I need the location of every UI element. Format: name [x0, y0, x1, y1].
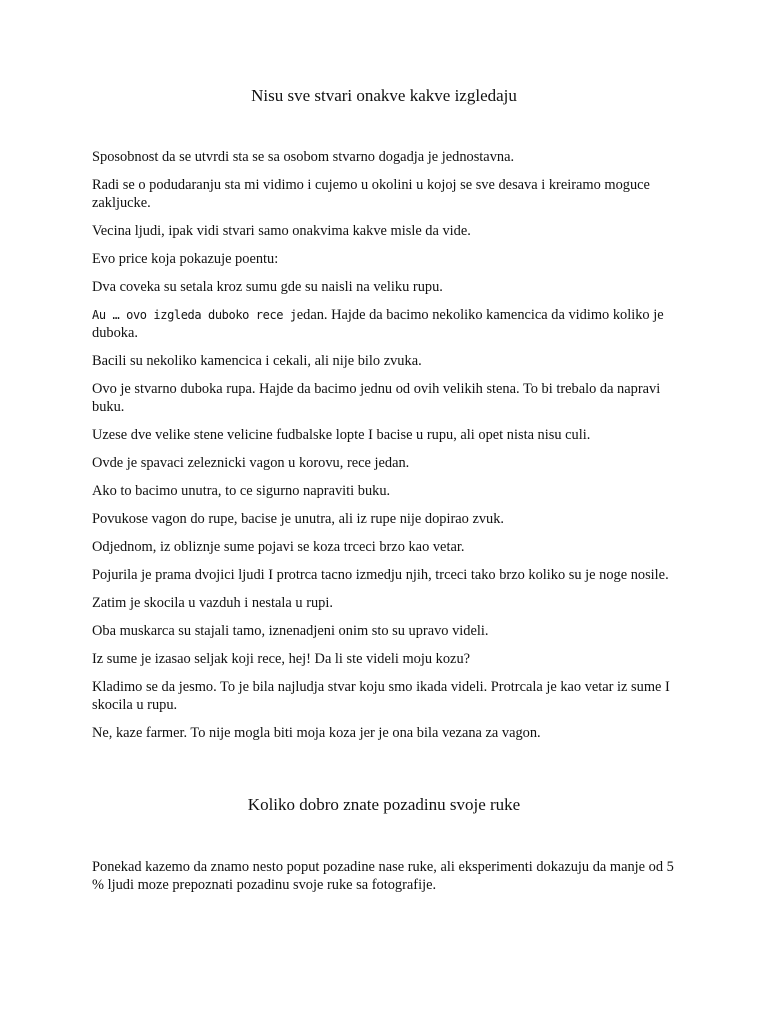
hand-section-body [92, 858, 682, 904]
paragraph: Dva coveka su setala kroz sumu gde su naisli na veliku rupu. [92, 279, 443, 295]
paragraph: Radi se o podudaranju sta mi vidimo i cujemo u okolini u kojoj se sve desava i kreiramo moguce zakljucke. [92, 177, 650, 211]
paragraph: Ako to bacimo unutra, to ce sigurno napraviti buku. [92, 483, 391, 499]
paragraph: Pojurila je prama dvojici ljudi I protrca tacno izmedju njih, trceci tako brzo koliko su je noge nosile. [92, 567, 669, 583]
paragraph-au-mono-text: Au … ovo izgleda duboko rece j [92, 308, 297, 322]
paragraph: Evo price koja pokazuje poentu: [92, 251, 279, 267]
paragraph: Ponekad kazemo da znamo nesto poput pozadine nase ruke, ali eksperimenti dokazuju da manje od 5 % ljudi moze prepoznati pozadinu svoje ruke sa fotografije. [92, 859, 674, 893]
paragraph: Kladimo se da jesmo. To je bila najludja stvar koju smo ikada videli. Protrcala je kao vetar iz sume I skocila u rupu. [92, 679, 670, 713]
paragraph: Odjednom, iz obliznje sume pojavi se koza trceci brzo kao vetar. [92, 539, 465, 555]
paragraph: Ovo je stvarno duboka rupa. Hajde da bacimo jednu od ovih velikih stena. To bi trebalo da napravi buku. [92, 381, 661, 415]
story-body [92, 148, 682, 752]
paragraph-au [92, 306, 682, 342]
paragraph: Oba muskarca su stajali tamo, iznenadjeni onim sto su upravo videli. [92, 623, 489, 639]
paragraph: Iz sume je izasao seljak koji rece, hej! Da li ste videli moju kozu? [92, 651, 471, 667]
paragraph-au-text: edan. Hajde da bacimo nekoliko kamencica da vidimo koliko je duboka. [92, 307, 664, 341]
paragraph: Ne, kaze farmer. To nije mogla biti moja koza jer je ona bila vezana za vagon. [92, 725, 541, 741]
paragraph: Bacili su nekoliko kamencica i cekali, ali nije bilo zvuka. [92, 353, 422, 369]
section-title-1: Nisu sve stvari onakve kakve izgledaju [251, 86, 517, 105]
paragraph: Uzese dve velike stene velicine fudbalske lopte I bacise u rupu, ali opet nista nisu culi. [92, 427, 591, 443]
paragraph: Povukose vagon do rupe, bacise je unutra, ali iz rupe nije dopirao zvuk. [92, 511, 505, 527]
section-title-2: Koliko dobro znate pozadinu svoje ruke [247, 795, 521, 814]
paragraph: Zatim je skocila u vazduh i nestala u rupi. [92, 595, 333, 611]
paragraph: Vecina ljudi, ipak vidi stvari samo onakvima kakve misle da vide. [92, 223, 471, 239]
paragraph: Ovde je spavaci zeleznicki vagon u korovu, rece jedan. [92, 455, 410, 471]
paragraph: Sposobnost da se utvrdi sta se sa osobom stvarno dogadja je jednostavna. [92, 149, 515, 165]
